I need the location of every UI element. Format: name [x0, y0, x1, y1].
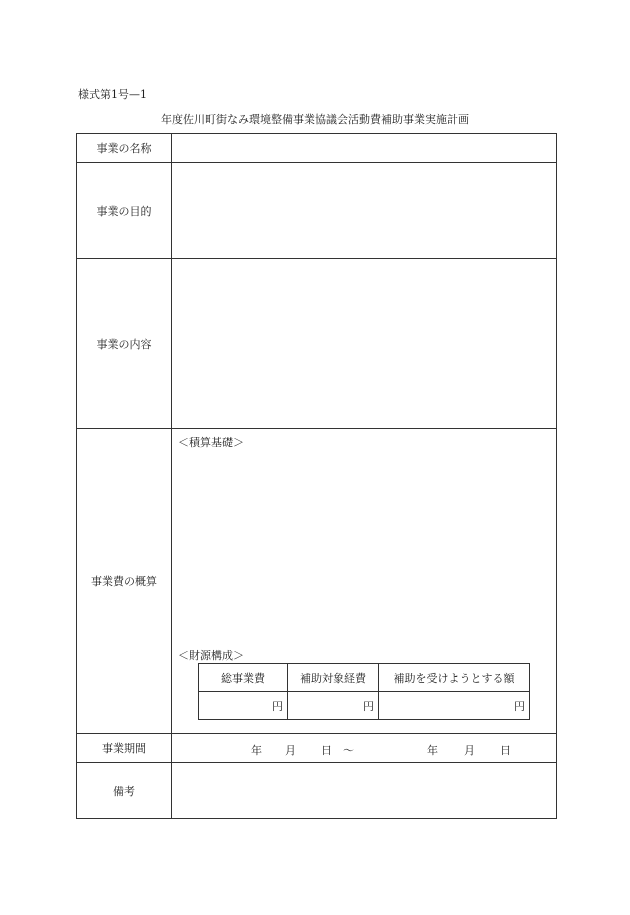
remarks-label: 備考	[77, 763, 172, 819]
plan-table	[76, 133, 557, 819]
project-name-field[interactable]	[172, 134, 557, 163]
row-project-estimate	[77, 429, 557, 734]
yen-unit: 円	[272, 699, 283, 713]
period-tilde: ～	[343, 744, 354, 757]
project-purpose-field[interactable]	[172, 163, 557, 259]
end-year-label: 年	[427, 744, 438, 757]
financing-header-row	[199, 664, 530, 692]
project-period-field[interactable]	[172, 734, 557, 763]
eligible-cost-field[interactable]	[288, 692, 379, 720]
row-project-purpose	[77, 163, 557, 259]
form-number: 様式第1号—1	[78, 88, 147, 101]
yen-unit: 円	[514, 699, 525, 713]
end-month-label: 月	[464, 744, 475, 757]
row-project-content	[77, 259, 557, 429]
total-cost-header: 総事業費	[199, 664, 288, 692]
total-cost-field[interactable]	[199, 692, 288, 720]
requested-amount-field[interactable]	[379, 692, 530, 720]
yen-unit: 円	[363, 699, 374, 713]
end-day-label: 日	[500, 744, 511, 757]
financing-heading: ＜財源構成＞	[178, 649, 244, 662]
row-project-period	[77, 734, 557, 763]
financing-amount-row	[199, 692, 530, 720]
project-estimate-cell[interactable]	[172, 429, 557, 734]
project-purpose-label: 事業の目的	[77, 163, 172, 259]
financing-table	[198, 663, 530, 720]
requested-amount-header: 補助を受けようとする額	[379, 664, 530, 692]
document-title: 年度佐川町街なみ環境整備事業協議会活動費補助事業実施計画	[161, 113, 469, 126]
project-name-label: 事業の名称	[77, 134, 172, 163]
row-project-name	[77, 134, 557, 163]
project-estimate-label: 事業費の概算	[77, 429, 172, 734]
eligible-cost-header: 補助対象経費	[288, 664, 379, 692]
basis-heading: ＜積算基礎＞	[178, 436, 244, 449]
row-remarks	[77, 763, 557, 819]
start-day-label: 日	[321, 744, 332, 757]
project-content-field[interactable]	[172, 259, 557, 429]
start-month-label: 月	[285, 744, 296, 757]
start-year-label: 年	[251, 744, 262, 757]
project-period-label: 事業期間	[77, 734, 172, 763]
project-content-label: 事業の内容	[77, 259, 172, 429]
remarks-field[interactable]	[172, 763, 557, 819]
